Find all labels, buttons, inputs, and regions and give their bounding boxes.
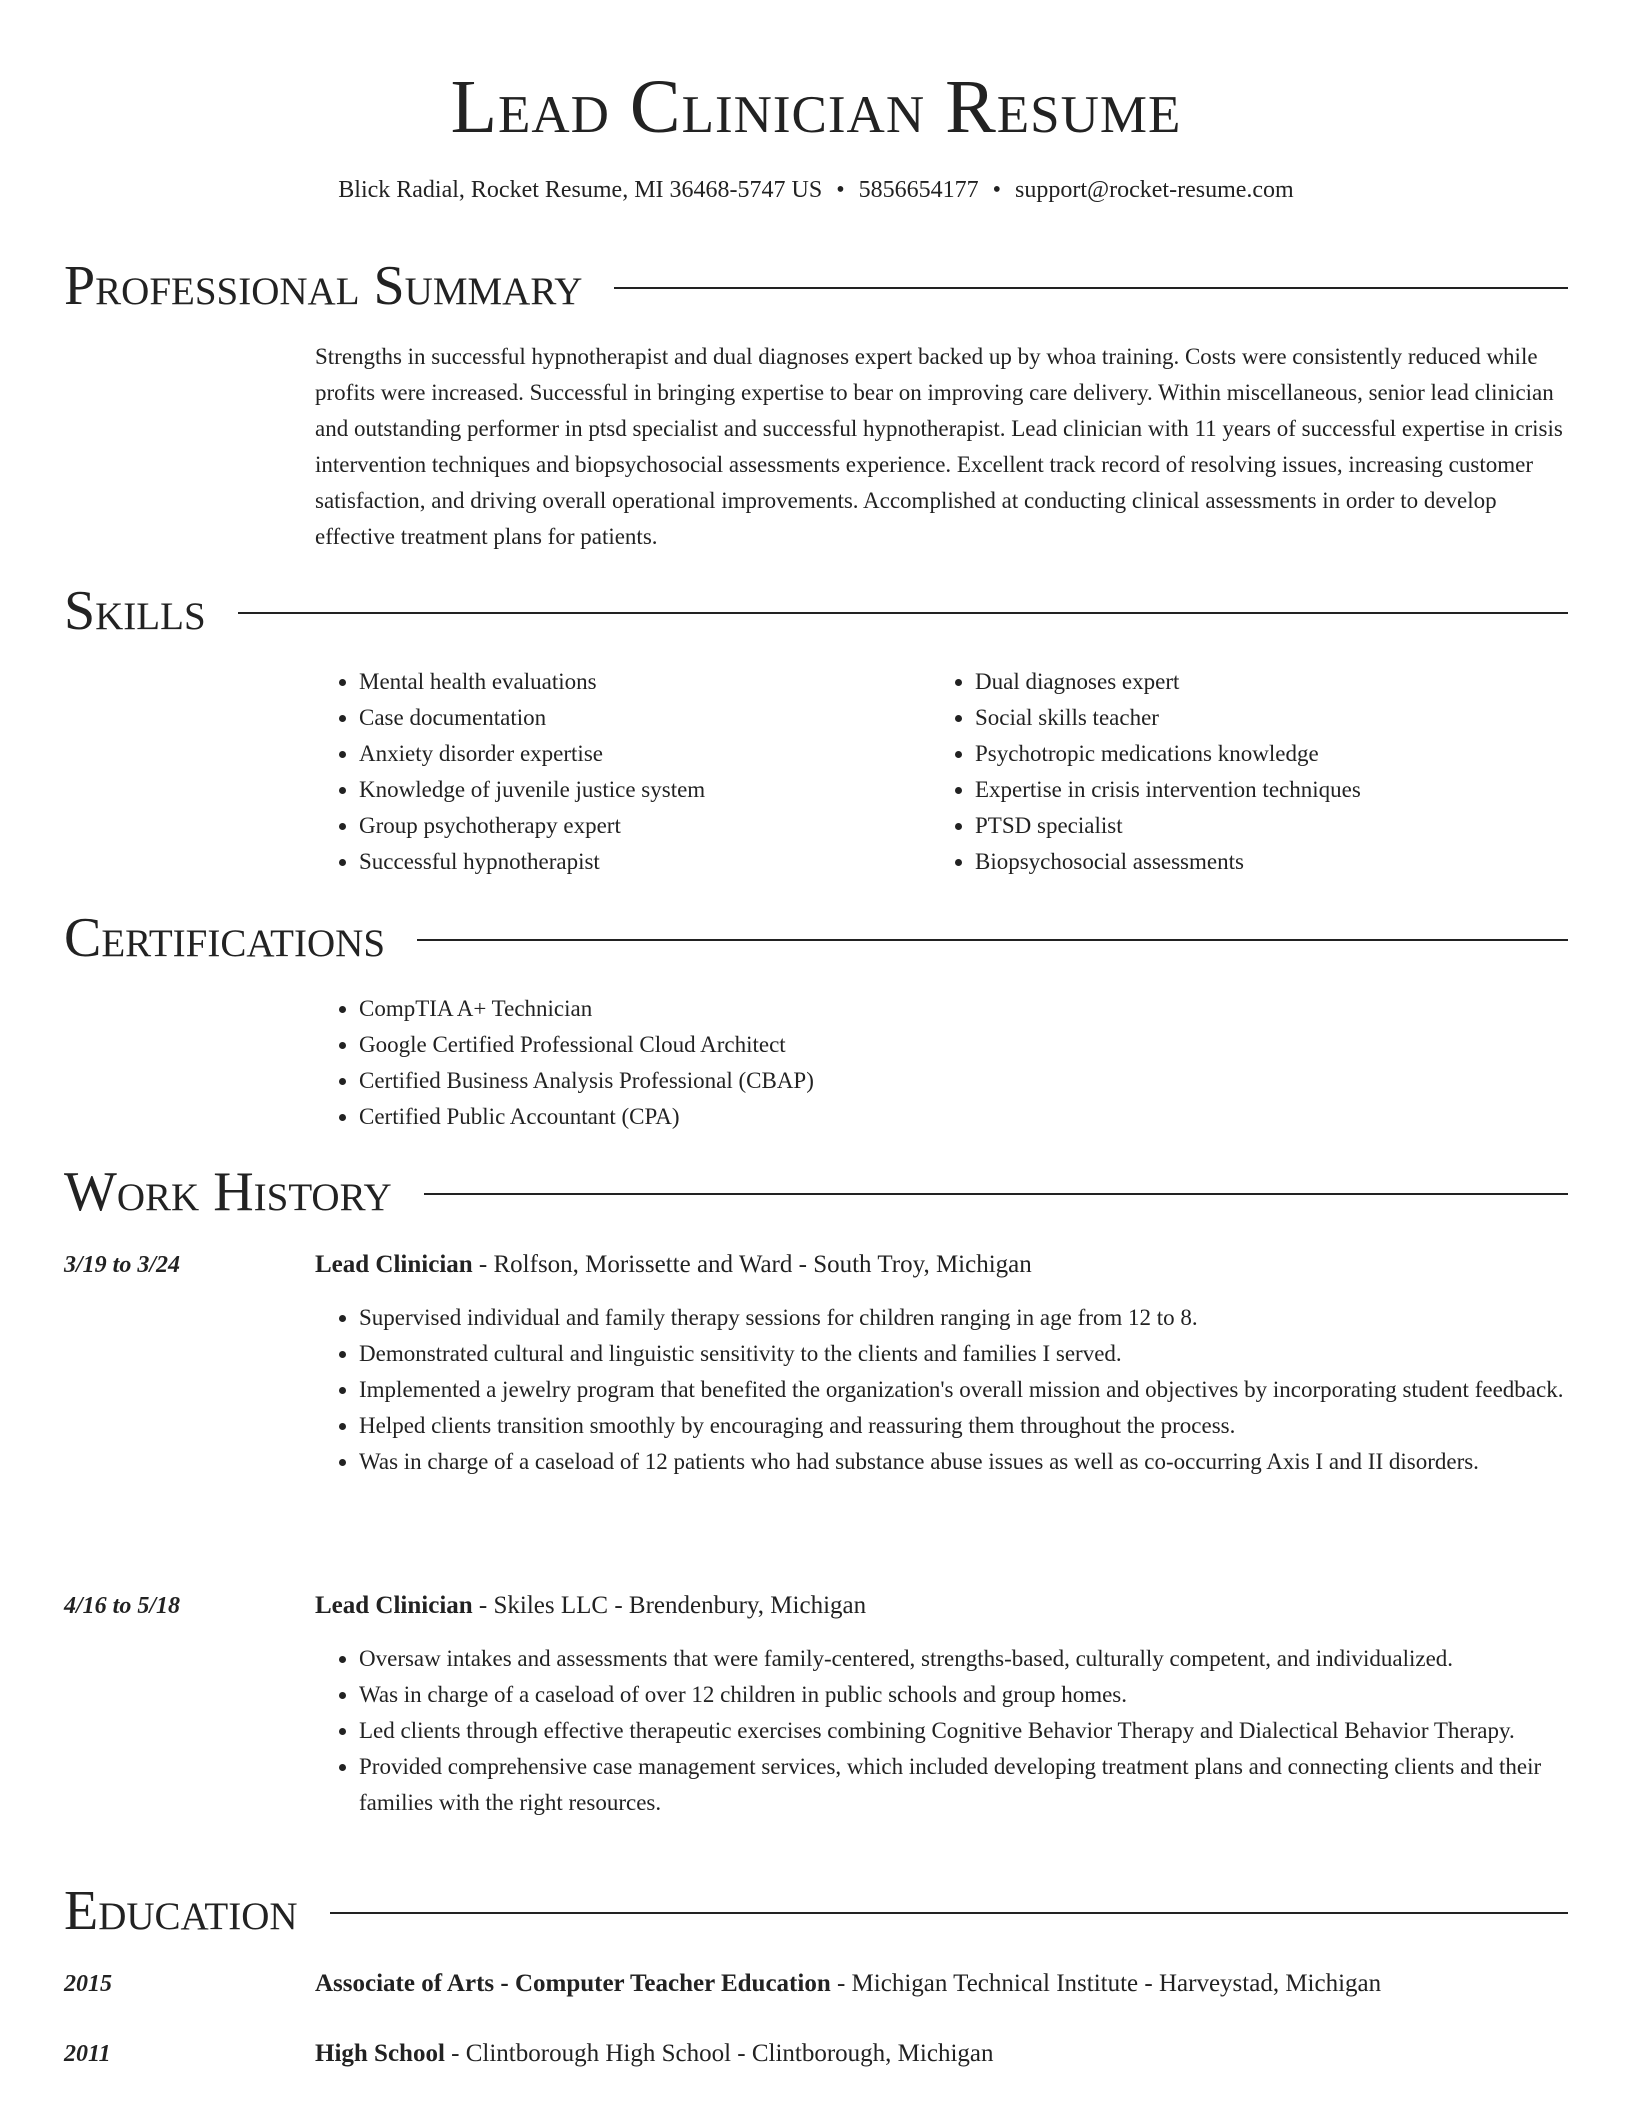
education-heading xyxy=(315,1966,1381,2002)
section-divider xyxy=(417,939,1568,941)
skill-item: • Biopsychosocial assessments xyxy=(975,844,1491,880)
skill-item: • Case documentation xyxy=(359,700,875,736)
skills-column-right xyxy=(931,664,1491,880)
job-employer-location: - Rolfson, Morissette and Ward - South Troy, Michigan xyxy=(472,1251,1032,1278)
education-heading xyxy=(315,2036,994,2072)
skill-item: • Expertise in crisis intervention techniques xyxy=(975,772,1491,808)
job-bullet: • Was in charge of a caseload of over 12 children in public schools and group homes. xyxy=(359,1677,1619,1713)
job-dates: 4/16 to 5/18 xyxy=(64,1593,181,1619)
job-dates: 3/19 to 3/24 xyxy=(64,1252,181,1278)
job-bullet: • Demonstrated cultural and linguistic sensitivity to the clients and families I served. xyxy=(359,1336,1619,1372)
skill-item: • Dual diagnoses expert xyxy=(975,664,1491,700)
skill-item: • Social skills teacher xyxy=(975,700,1491,736)
contact-email[interactable]: support@rocket-resume.com xyxy=(1015,177,1294,203)
contact-address: Blick Radial, Rocket Resume, MI 36468-5747 US xyxy=(338,177,823,203)
education-entry xyxy=(64,2036,1568,2076)
skills-list-left xyxy=(315,664,875,880)
skill-item: • Mental health evaluations xyxy=(359,664,875,700)
job-bullet: • Supervised individual and family therapy sessions for children ranging in age from 12 to 8. xyxy=(359,1300,1619,1336)
certifications-block xyxy=(315,991,1515,1135)
job-bullet: • Implemented a jewelry program that benefited the organization's overall mission and objectives by incorporating student feedback. xyxy=(359,1372,1619,1408)
certifications-list xyxy=(315,991,1515,1135)
skill-item: • Group psychotherapy expert xyxy=(359,808,875,844)
education-degree: High School xyxy=(315,2040,445,2067)
section-title-work-history: Work History xyxy=(64,1161,392,1223)
contact-separator: • xyxy=(992,177,1002,203)
job-bullets xyxy=(315,1300,1619,1480)
job-bullet: • Was in charge of a caseload of 12 patients who had substance abuse issues as well as co-occurring Axis I and II disorders. xyxy=(359,1444,1619,1480)
section-title-certifications: Certifications xyxy=(64,907,386,969)
job-heading xyxy=(315,1588,866,1624)
job-heading xyxy=(315,1247,1032,1283)
contact-separator: • xyxy=(836,177,845,203)
certification-item: • CompTIA A+ Technician xyxy=(359,991,1515,1027)
education-year: 2011 xyxy=(64,2041,111,2067)
education-degree: Associate of Arts - Computer Teacher Education xyxy=(315,1970,831,1997)
section-header-skills xyxy=(64,579,1568,643)
section-title-skills: Skills xyxy=(64,580,206,642)
summary-text: Strengths in successful hypnotherapist and dual diagnoses expert backed up by whoa training. Costs were consistently reduced while profits were increased. Successful in bringing expertise to bear on improving care delivery. Within miscellaneous, senior lead clinician and outstanding performer in ptsd specialist and successful hypnotherapist. Lead clinician with 11 years of successful expertise in crisis intervention techniques and biopsychosocial assessments experience. Excellent track record of resolving issues, increasing customer satisfaction, and driving overall operational improvements. Accomplished at conducting clinical assessments in order to develop effective treatment plans for patients. xyxy=(315,344,1563,549)
skill-item: • PTSD specialist xyxy=(975,808,1491,844)
job-bullet: • Oversaw intakes and assessments that were family-centered, strengths-based, culturally competent, and individualized. xyxy=(359,1641,1619,1677)
section-header-education xyxy=(64,1879,1568,1943)
section-divider xyxy=(424,1193,1568,1195)
section-header-work-history xyxy=(64,1160,1568,1224)
certification-item: • Google Certified Professional Cloud Architect xyxy=(359,1027,1515,1063)
job-bullet: • Helped clients transition smoothly by encouraging and reassuring them throughout the process. xyxy=(359,1408,1619,1444)
section-header-certifications xyxy=(64,906,1568,970)
job-employer-location: - Skiles LLC - Brendenbury, Michigan xyxy=(472,1592,867,1619)
job-bullets xyxy=(315,1641,1619,1821)
education-school-location: - Clintborough High School - Clintborough, Michigan xyxy=(444,2040,994,2067)
contact-line xyxy=(0,175,1632,205)
section-title-summary: Professional Summary xyxy=(64,255,583,317)
certification-item: • Certified Business Analysis Professional (CBAP) xyxy=(359,1063,1515,1099)
skill-item: • Psychotropic medications knowledge xyxy=(975,736,1491,772)
education-school-location: - Michigan Technical Institute - Harveystad, Michigan xyxy=(830,1970,1382,1997)
resume-title: Lead Clinician Resume xyxy=(450,65,1182,149)
job-title: Lead Clinician xyxy=(315,1251,473,1278)
skill-item: • Knowledge of juvenile justice system xyxy=(359,772,875,808)
job-bullet: • Provided comprehensive case management services, which included developing treatment plans and connecting clients and their families with the right resources. xyxy=(359,1749,1619,1821)
contact-phone: 5856654177 xyxy=(858,177,979,203)
section-title-education: Education xyxy=(64,1880,298,1942)
job-bullet: • Led clients through effective therapeutic exercises combining Cognitive Behavior Therapy and Dialectical Behavior Therapy. xyxy=(359,1713,1619,1749)
skills-list-right xyxy=(931,664,1491,880)
job-title: Lead Clinician xyxy=(315,1592,473,1619)
skill-item: • Successful hypnotherapist xyxy=(359,844,875,880)
section-divider xyxy=(238,612,1568,614)
section-divider xyxy=(614,287,1568,289)
section-divider xyxy=(330,1912,1568,1914)
section-header-summary xyxy=(64,254,1568,318)
education-year: 2015 xyxy=(64,1971,112,1997)
skills-column-left xyxy=(315,664,875,880)
skill-item: • Anxiety disorder expertise xyxy=(359,736,875,772)
certification-item: • Certified Public Accountant (CPA) xyxy=(359,1099,1515,1135)
education-entry xyxy=(64,1966,1568,2006)
